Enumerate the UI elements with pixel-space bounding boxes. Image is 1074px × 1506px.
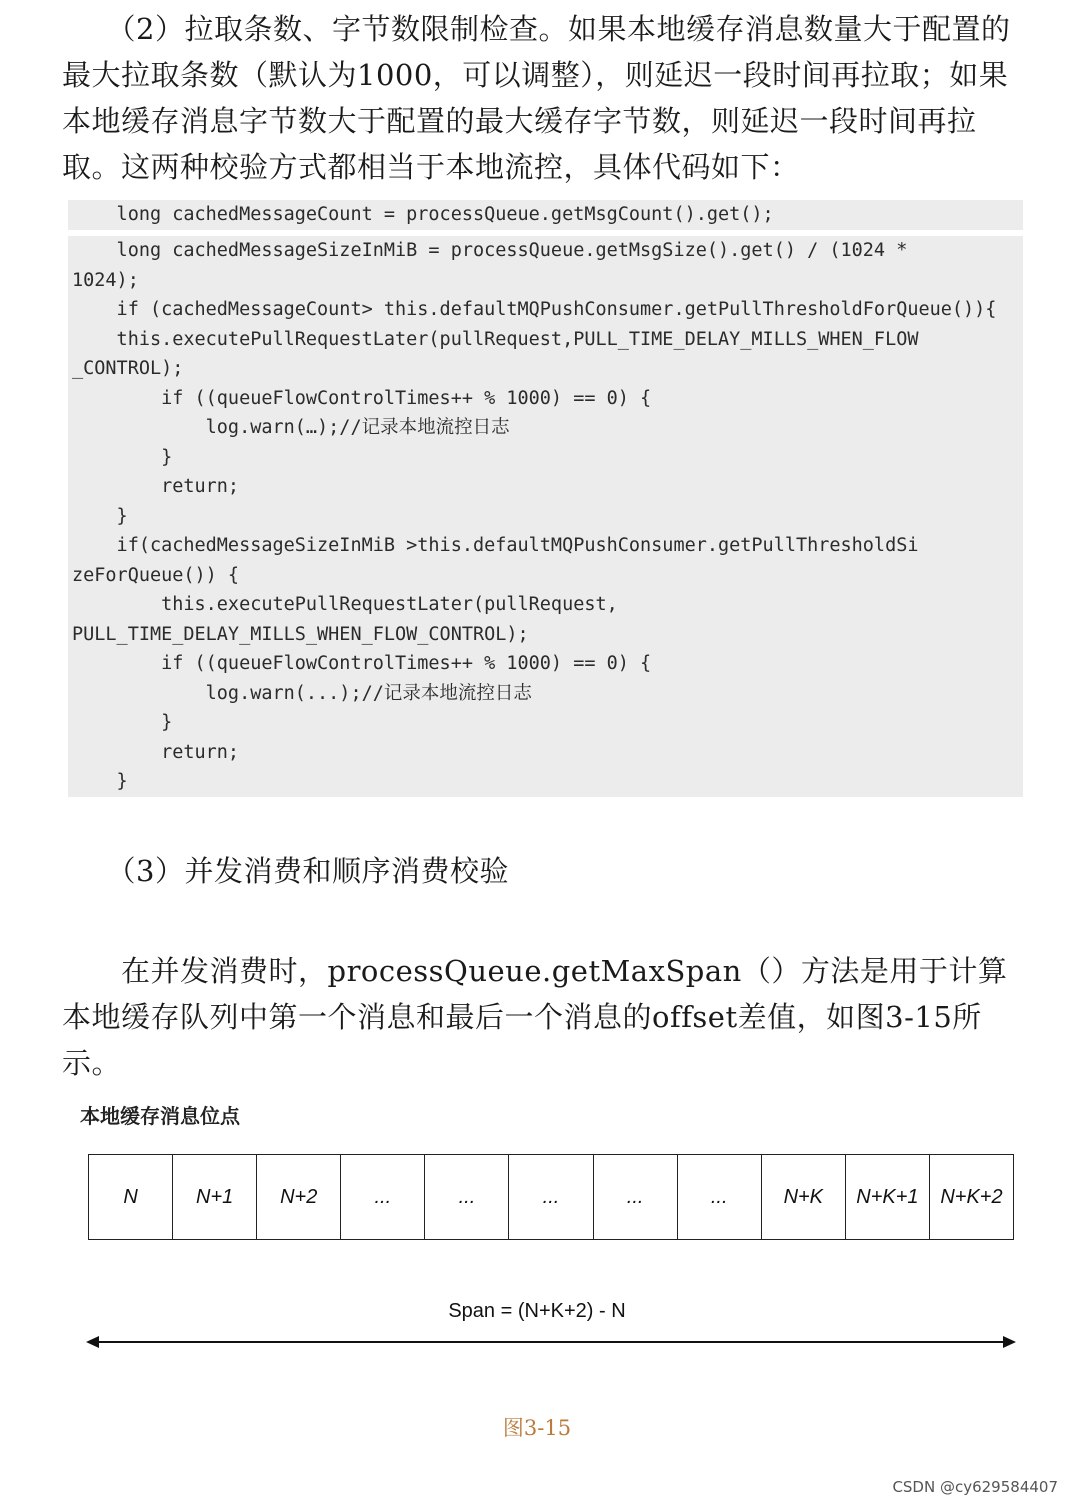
offset-cell: N bbox=[89, 1155, 173, 1239]
code-line: PULL_TIME_DELAY_MILLS_WHEN_FLOW_CONTROL); bbox=[72, 623, 529, 645]
span-arrow bbox=[86, 1330, 1016, 1354]
code-line: } bbox=[72, 446, 173, 468]
code-line: } bbox=[72, 505, 128, 527]
offset-cell: N+K+1 bbox=[846, 1155, 930, 1239]
offset-cell: ... bbox=[425, 1155, 509, 1239]
code-line: 1024); bbox=[72, 269, 139, 291]
heading-concurrent-orderly-check: （3）并发消费和顺序消费校验 bbox=[62, 854, 509, 888]
offset-cell: N+K+2 bbox=[940, 1185, 1003, 1208]
code-line: return; bbox=[72, 741, 240, 763]
code-line: long cachedMessageSizeInMiB = processQueue.getMsgSize().get() / (1024 * bbox=[72, 240, 908, 261]
code-line: log.warn(...);//记录本地流控日志 bbox=[72, 682, 532, 704]
code-line: if ((queueFlowControlTimes++ % 1000) == 0) { bbox=[72, 653, 652, 674]
offset-cell: ... bbox=[341, 1155, 425, 1239]
code-line: return; bbox=[72, 476, 240, 497]
csdn-watermark: CSDN @cy629584407 bbox=[892, 1478, 1058, 1496]
paragraph-pull-limit-check: （2）拉取条数、字节数限制检查。如果本地缓存消息数量大于配置的最大拉取条数（默认为1000，可以调整），则延迟一段时间再拉取；如果本地缓存消息字节数大于配置的最大缓存字节数，则延迟一段时间再拉取。这两种校验方式都相当于本地流控，具体代码如下： bbox=[62, 12, 1011, 184]
offset-cell: ... bbox=[678, 1155, 762, 1239]
code-line: if (cachedMessageCount> this.defaultMQPushConsumer.getPullThresholdForQueue()){ bbox=[72, 299, 997, 320]
offset-cells-row bbox=[88, 1154, 1014, 1240]
code-line: _CONTROL); bbox=[72, 358, 184, 379]
code-block-message-count bbox=[68, 200, 1023, 230]
code-block-flow-control bbox=[68, 236, 1023, 797]
offset-cell: N+K bbox=[762, 1155, 846, 1239]
code-line: if ((queueFlowControlTimes++ % 1000) == 0) { bbox=[72, 387, 652, 409]
offset-cell: ... bbox=[509, 1155, 593, 1239]
code-line: } bbox=[72, 712, 173, 733]
code-line: log.warn(…);//记录本地流控日志 bbox=[72, 417, 510, 438]
offset-cell: N+1 bbox=[173, 1155, 257, 1239]
span-formula: Span = (N+K+2) - N bbox=[448, 1300, 626, 1322]
code-line: if(cachedMessageSizeInMiB >this.defaultMQPushConsumer.getPullThresholdSi bbox=[72, 535, 919, 556]
code-line: long cachedMessageCount = processQueue.getMsgCount().get(); bbox=[72, 204, 774, 225]
offset-cell: ... bbox=[594, 1155, 678, 1239]
offset-cell: N+2 bbox=[257, 1155, 341, 1239]
code-line: this.executePullRequestLater(pullRequest,PULL_TIME_DELAY_MILLS_WHEN_FLOW bbox=[72, 328, 919, 350]
figure-label: 本地缓存消息位点 bbox=[80, 1104, 240, 1128]
code-line: zeForQueue()) { bbox=[72, 564, 240, 586]
figure-caption: 图3-15 bbox=[502, 1416, 572, 1440]
paragraph-max-span: 在并发消费时，processQueue.getMaxSpan（）方法是用于计算本地缓存队列中第一个消息和最后一个消息的offset差值，如图3-15所示。 bbox=[62, 954, 1008, 1080]
code-line: this.executePullRequestLater(pullRequest, bbox=[72, 594, 618, 615]
code-line: } bbox=[72, 771, 128, 792]
